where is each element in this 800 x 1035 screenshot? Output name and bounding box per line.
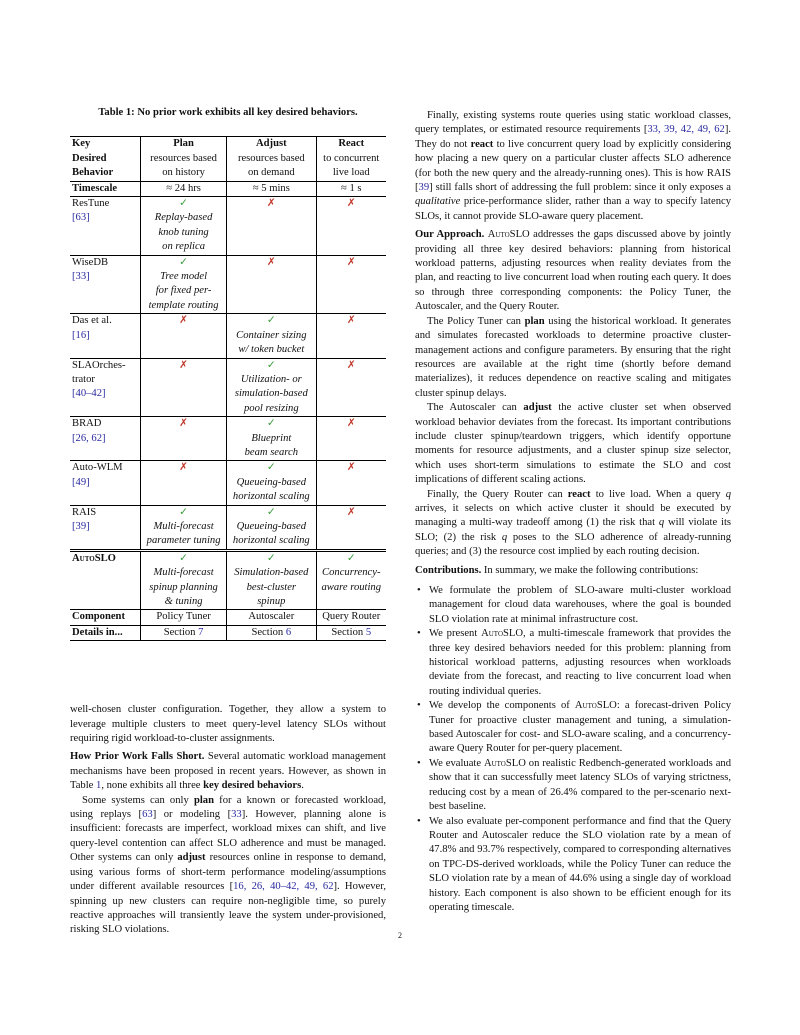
section-link[interactable]: 6 <box>285 626 292 638</box>
details-react: Section 5 <box>316 625 386 640</box>
cell-react <box>316 550 386 610</box>
system-name: AutoSLO <box>70 550 141 610</box>
cross-icon: ✗ <box>346 256 356 268</box>
approach-description: horizontal scaling <box>232 491 310 503</box>
check-icon: ✓ <box>266 418 276 430</box>
table-row <box>70 505 386 550</box>
check-icon: ✓ <box>266 359 276 371</box>
cell-adjust <box>227 505 316 550</box>
approach-description: knob tuning <box>158 226 209 238</box>
cross-icon: ✗ <box>346 462 356 474</box>
citation-link[interactable]: [16] <box>72 329 90 341</box>
cell-plan <box>141 550 227 610</box>
cell-react <box>316 505 386 550</box>
cell-adjust <box>227 461 316 505</box>
check-icon: ✓ <box>346 552 356 564</box>
check-icon: ✓ <box>266 462 276 474</box>
section-link[interactable]: 7 <box>198 626 204 638</box>
approach-description: aware routing <box>321 581 382 593</box>
cross-icon: ✗ <box>346 359 356 371</box>
cross-icon: ✗ <box>346 315 356 327</box>
table-caption: Table 1: No prior work exhibits all key desired behaviors. <box>98 107 358 118</box>
cell-adjust <box>227 417 316 461</box>
section-link[interactable]: 5 <box>365 626 372 638</box>
cross-icon: ✗ <box>266 256 276 268</box>
comparison-table <box>70 136 386 641</box>
approach-description: Simulation-based <box>234 567 309 579</box>
component-row: Component Policy Tuner Autoscaler Query Router <box>70 610 386 625</box>
component-react: Query Router <box>316 610 386 625</box>
cell-plan <box>141 417 227 461</box>
paragraph: well-chosen cluster configuration. Together, they allow a system to leverage multiple clusters to meet query-level latency SLOs without requiring rigid workload-to-cluster assignments. <box>70 704 386 745</box>
left-body <box>70 703 386 938</box>
approach-description: horizontal scaling <box>232 535 310 547</box>
cross-icon: ✗ <box>346 198 356 210</box>
system-name: BRAD [26, 62] <box>70 417 141 461</box>
right-column <box>415 109 731 915</box>
approach-description: & tuning <box>164 596 203 607</box>
cell-plan <box>141 358 227 417</box>
header-plan: Plan resources based on history <box>141 137 227 181</box>
header-react: React to concurrent live load <box>316 137 386 181</box>
approach-description: simulation-based <box>234 388 308 400</box>
cell-plan <box>141 505 227 550</box>
cross-icon: ✗ <box>346 506 356 518</box>
check-icon: ✓ <box>179 256 189 268</box>
citation-link[interactable]: [39] <box>72 520 90 532</box>
approach-description: spinup <box>257 596 286 607</box>
cross-icon: ✗ <box>266 198 276 210</box>
paragraph: The Policy Tuner can plan using the historical workload. It generates and simulates forecasted workloads to determine proactive cluster-management actions and configure parameters. By ensuring that the right resources are available at the right time (shortly before demand materializes), it reduces dependence on reactive scaling and mitigates cluster spinup delays. <box>415 315 731 399</box>
approach-description: template routing <box>148 299 219 311</box>
cell-plan <box>141 461 227 505</box>
list-item: • We evaluate AutoSLO on realistic Redbench-generated workloads and show that it can successfully meet latency SLOs of varying strictness, reducing cost by a mean of 26.4% compared to the per-scenario next-best baseline. <box>429 757 731 815</box>
header-key: Key Desired Behavior <box>70 137 141 181</box>
approach-description: spinup planning <box>149 581 218 593</box>
cross-icon: ✗ <box>179 359 189 371</box>
system-name: WiseDB [33] <box>70 255 141 314</box>
paragraph: How Prior Work Falls Short. Several automatic workload management mechanisms have been proposed in recent years. However, as shown in Table 1, none exhibits all three key desired behaviors. <box>70 751 387 792</box>
left-column <box>70 106 386 938</box>
page-number: 2 <box>398 931 402 940</box>
citation-link[interactable]: [40–42] <box>72 388 106 400</box>
approach-description: Replay-based <box>154 212 213 224</box>
check-icon: ✓ <box>266 315 276 327</box>
approach-description: parameter tuning <box>146 535 221 547</box>
approach-description: Tree model <box>160 271 208 283</box>
cross-icon: ✗ <box>179 462 189 474</box>
approach-description: Queueing-based <box>236 520 307 532</box>
table-row <box>70 358 386 417</box>
approach-description: for fixed per- <box>155 285 212 297</box>
citation-link[interactable]: [33] <box>72 271 90 283</box>
system-name: RAIS [39] <box>70 505 141 550</box>
cell-react <box>316 197 386 256</box>
paragraph: Contributions. In summary, we make the following contributions: <box>415 564 699 576</box>
cell-adjust <box>227 358 316 417</box>
approach-description: Container sizing <box>236 329 307 341</box>
system-name: SLAOrches- trator [40–42] <box>70 358 141 417</box>
cell-react <box>316 461 386 505</box>
approach-description: beam search <box>244 446 299 458</box>
contributions-list <box>415 584 731 915</box>
approach-description: Concurrency- <box>322 567 381 579</box>
cell-adjust <box>227 197 316 256</box>
table-row <box>70 314 386 358</box>
details-plan: Section 7 <box>141 625 227 640</box>
cell-adjust <box>227 314 316 358</box>
approach-description: Multi-forecast <box>153 520 214 532</box>
check-icon: ✓ <box>266 552 276 564</box>
approach-description: best-cluster <box>246 581 297 593</box>
details-adjust: Section 6 <box>227 625 316 640</box>
approach-description: Utilization- or <box>240 373 302 385</box>
system-name: Das et al. [16] <box>70 314 141 358</box>
cross-icon: ✗ <box>346 418 356 430</box>
table-row <box>70 461 386 505</box>
check-icon: ✓ <box>179 552 189 564</box>
table-header-row <box>70 137 386 181</box>
system-name: ResTune [63] <box>70 197 141 256</box>
list-item: • We develop the components of AutoSLO: a forecast-driven Policy Tuner for proactive cluster management and tuning, a simulation-based Autoscaler for cost- and SLO-aware scaling, and a concurrency-aware Query Router for per-query placement. <box>429 699 731 757</box>
citation-link[interactable]: [49] <box>72 476 90 488</box>
approach-description: pool resizing <box>244 402 299 414</box>
cell-react <box>316 314 386 358</box>
citation-link[interactable]: [26, 62] <box>72 432 106 444</box>
cell-plan <box>141 255 227 314</box>
cell-plan <box>141 314 227 358</box>
list-item: • We also evaluate per-component performance and find that the Query Router and Autoscaler reduce the SLO violation rate by a mean of 47.8% and 93.7% respectively, compared to corresponding alternatives on TPC-DS-derived workloads, while the Policy Tuner can reduce the SLO violation rate by a mean of 44.6% using a single day of workload history. Each component is also shown to be efficient enough for its operating timescale. <box>429 815 731 916</box>
check-icon: ✓ <box>179 198 189 210</box>
cross-icon: ✗ <box>179 418 189 430</box>
header-adjust: Adjust resources based on demand <box>227 137 316 181</box>
approach-description: on replica <box>162 241 205 253</box>
cross-icon: ✗ <box>179 315 189 327</box>
table-row <box>70 197 386 256</box>
approach-description: w/ token bucket <box>238 344 305 356</box>
paragraph: Our Approach. AutoSLO addresses the gaps discussed above by jointly providing all three key desired behaviors: planning from historical workload patterns, adjusting resources when reality deviates from the plan, and reacting to live concurrent load when routing each query. It does so through three corresponding components: the Policy Tuner, the Autoscaler, and the Query Router. <box>415 229 731 313</box>
list-item: • We formulate the problem of SLO-aware multi-cluster workload management for cloud data warehouses, where the goal is bounded SLO violation rate at minimal infrastructure cost. <box>429 584 731 627</box>
citation-link[interactable]: [63] <box>72 212 90 224</box>
paragraph: Some systems can only plan for a known or forecasted workload, using replays [63] or modeling [33]. However, planning alone is insufficient: forecasts are imperfect, workload mixes can shift, and live query-level contention can affect SLO adherence and must be managed. Other systems can only adjust resources online in response to demand, using various forms of short-term performance modeling/assumptions under different available resources [16, 26, 40–42, 49, 62]. However, spinning up new clusters can require non-negligible time, so purely reactive approaches will transiently leave the system under-provisioned, risking SLO violations. <box>70 794 387 936</box>
approach-description: Multi-forecast <box>153 567 214 579</box>
cell-react <box>316 255 386 314</box>
cell-adjust <box>227 255 316 314</box>
approach-description: Queueing-based <box>236 476 307 488</box>
paragraph: Finally, existing systems route queries using static workload classes, query templates, or estimated resource requirements [33, 39, 42, 49, 62]. They do not react to live concurrent query load by explicitly considering how placing a new query on a particular cluster affects SLO adherence (for both the new query and the already-running ones). This is how RAIS [39] still falls short of addressing the full problem: since it only exposes a qualitative price-performance slider, rather than a way to specify latency SLOs, it cannot provide SLO-aware query placement. <box>415 110 731 222</box>
paragraph: Finally, the Query Router can react to live load. When a query q arrives, it selects on which active cluster it should be executed by managing a multi-way tradeoff among (1) the risk that q will violate its SLO; (2) the risk q poses to the SLO adherence of already-running queries; and (3) the resource cost implied by each routing decision. <box>415 488 732 558</box>
cell-plan <box>141 197 227 256</box>
timescale-row: Timescale ≈ 24 hrs ≈ 5 mins ≈ 1 s <box>70 181 386 196</box>
component-adjust: Autoscaler <box>227 610 316 625</box>
check-icon: ✓ <box>266 506 276 518</box>
table-row <box>70 417 386 461</box>
autoslo-row <box>70 550 386 610</box>
system-name: Auto-WLM [49] <box>70 461 141 505</box>
cell-react <box>316 358 386 417</box>
component-plan: Policy Tuner <box>141 610 227 625</box>
paragraph: The Autoscaler can adjust the active cluster set when observed workload behavior deviates from the forecast. Its important contributions include cluster spinup/teardown triggers, which identify opportune moments for resource adjustments, and a cluster spinup size selector, which uses short-term simulations to estimate the SLO and cost implications of different scaling actions. <box>415 402 731 486</box>
cell-react <box>316 417 386 461</box>
details-row: Details in... Section 7 Section 6 Section 5 <box>70 625 386 640</box>
check-icon: ✓ <box>179 506 189 518</box>
list-item: • We present AutoSLO, a multi-timescale framework that provides the three key desired behaviors needed for this problem: planning from historical workload patterns, adjusting resources when workloads deviate from the forecast, and reacting to live concurrent load when routing individual queries. <box>429 627 731 699</box>
table-row <box>70 255 386 314</box>
approach-description: Blueprint <box>251 432 292 444</box>
cell-adjust <box>227 550 316 610</box>
